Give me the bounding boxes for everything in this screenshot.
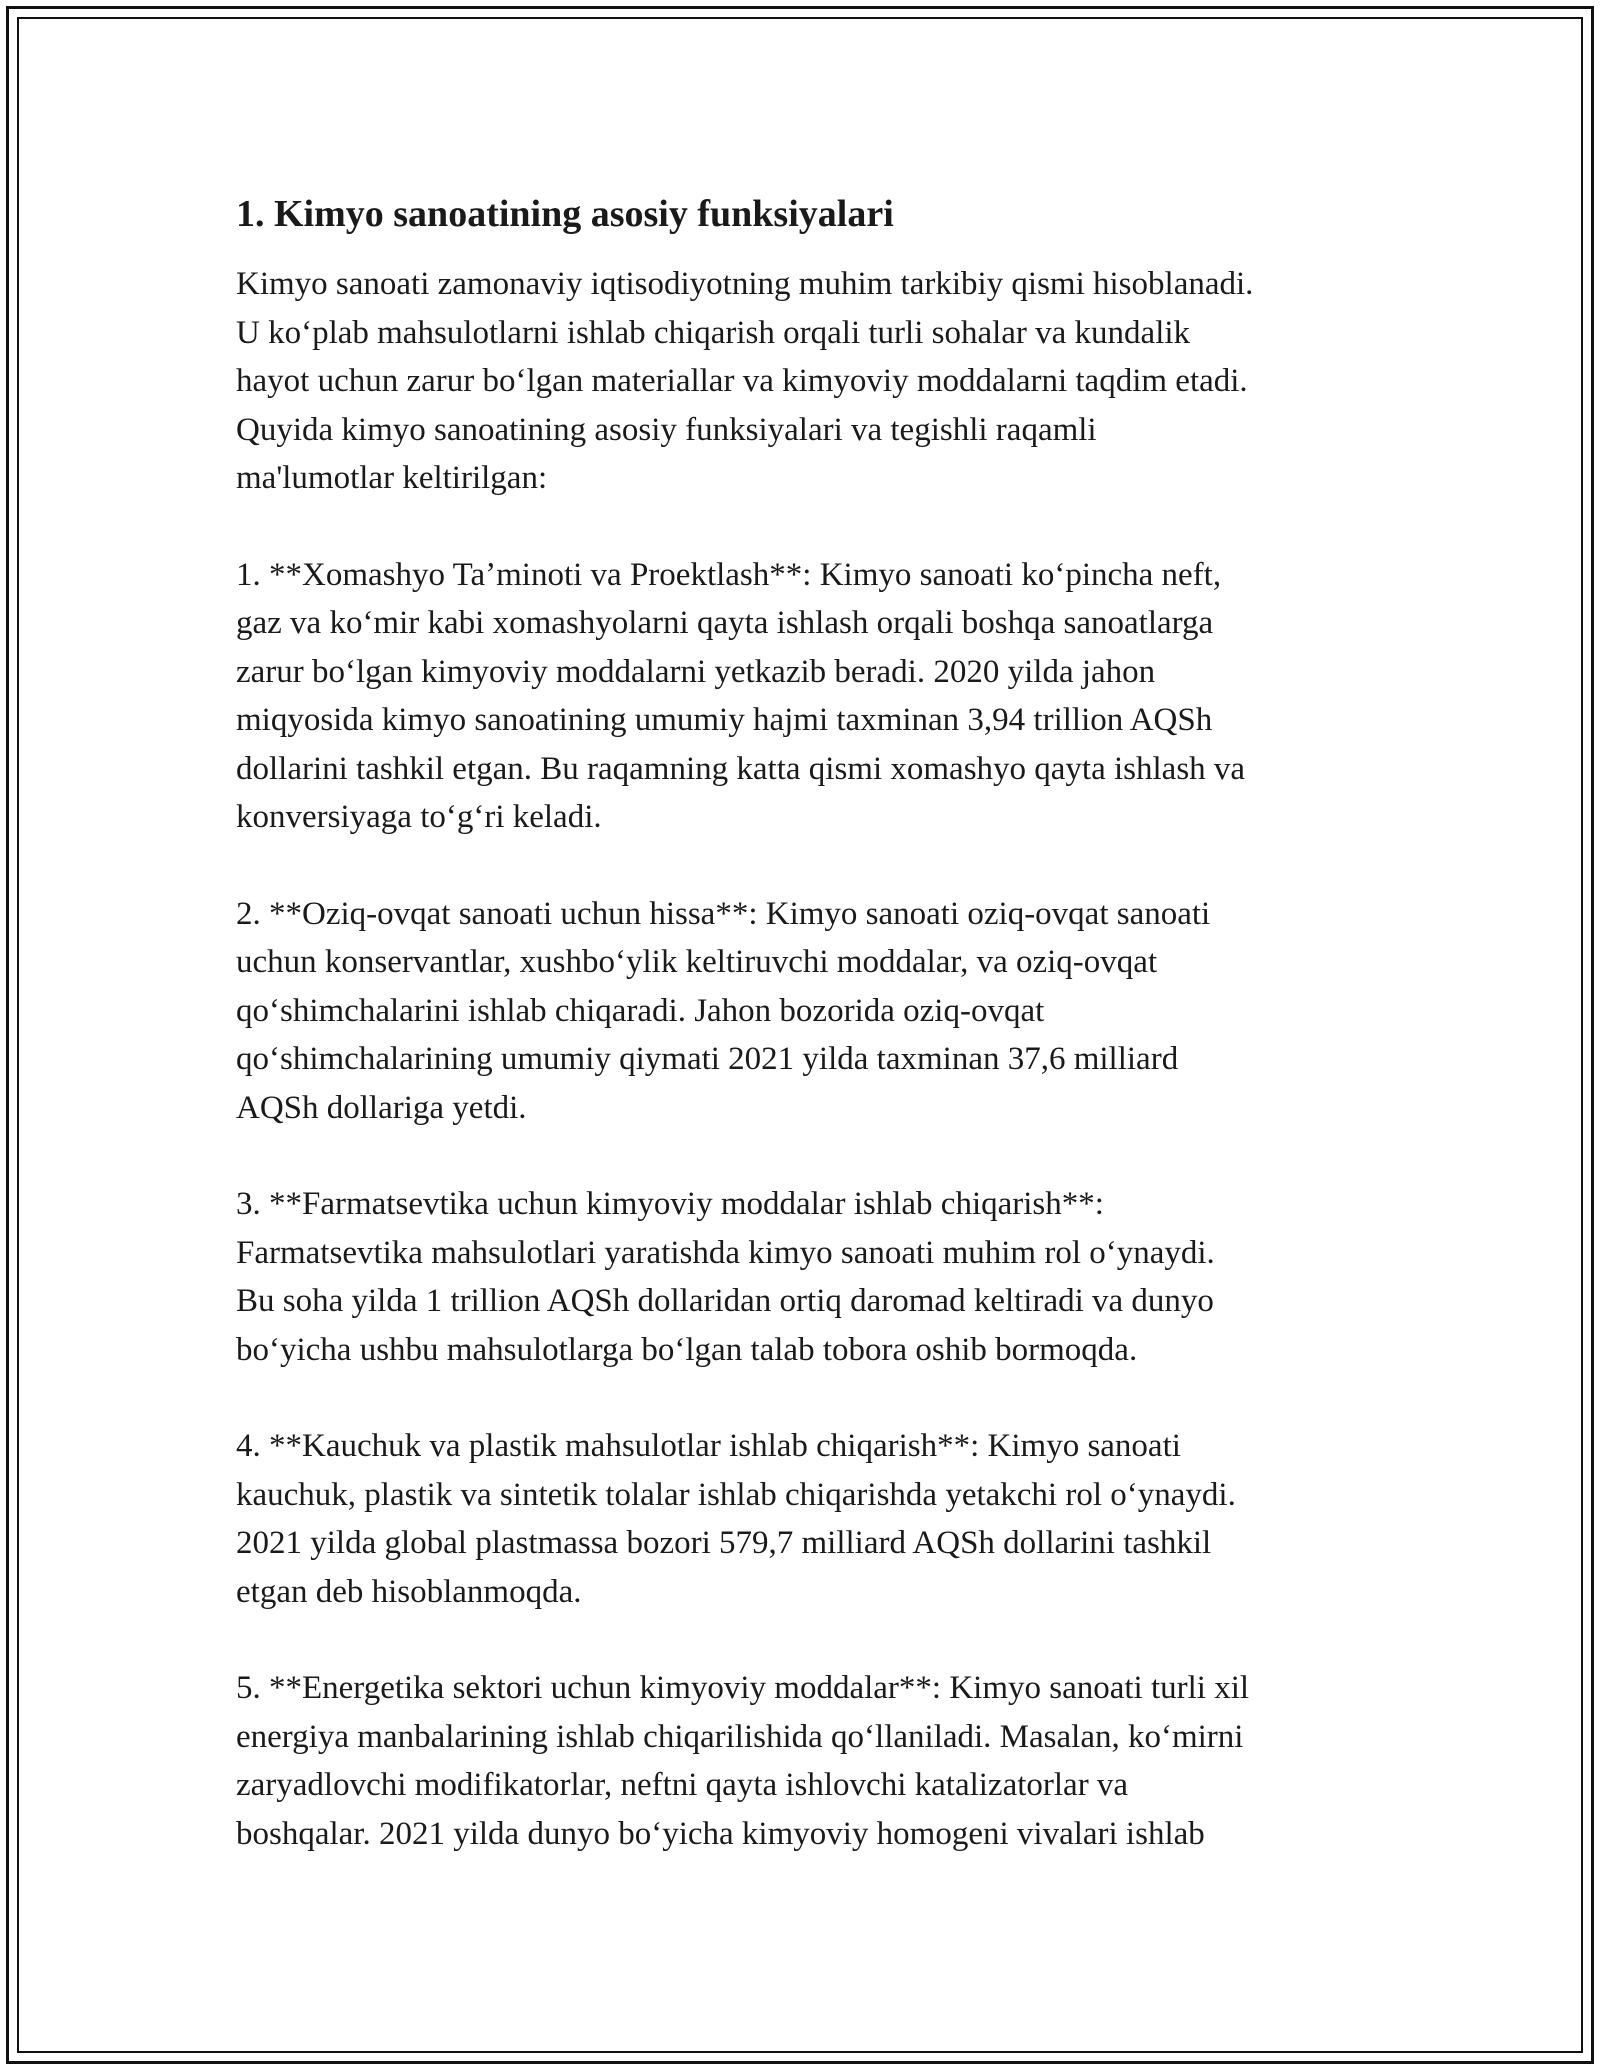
paragraph-line: 1. **Xomashyo Taʼminoti va Proektlash**: Kimyo sanoati koʻpincha neft, [236, 556, 1222, 593]
paragraph-list [236, 260, 1396, 1858]
paragraph [236, 260, 1396, 503]
paragraph-line: zaryadlovchi modifikatorlar, neftni qayta ishlovchi katalizatorlar va [236, 1767, 1129, 1803]
paragraph [236, 890, 1396, 1133]
paragraph-line: 5. **Energetika sektori uchun kimyoviy moddalar**: Kimyo sanoati turli xil [236, 1670, 1250, 1706]
paragraph-line: Farmatsevtika mahsulotlari yaratishda kimyo sanoati muhim rol oʻynaydi. [236, 1234, 1215, 1271]
paragraph-line: konversiyaga toʻgʻri keladi. [236, 799, 602, 835]
paragraph-line: qoʻshimchalarini ishlab chiqaradi. Jahon bozorida oziq-ovqat [236, 992, 1045, 1029]
paragraph-line: gaz va koʻmir kabi xomashyolarni qayta ishlash orqali boshqa sanoatlarga [236, 605, 1214, 641]
paragraph-line: U koʻplab mahsulotlarni ishlab chiqarish orqali turli sohalar va kundalik [236, 314, 1191, 351]
paragraph-line: 3. **Farmatsevtika uchun kimyoviy moddalar ishlab chiqarish**: [236, 1186, 1104, 1222]
paragraph [236, 1422, 1396, 1616]
paragraph-line: hayot uchun zarur boʻlgan materiallar va kimyoviy moddalarni taqdim etadi. [236, 363, 1248, 399]
paragraph-line: energiya manbalarining ishlab chiqarilishida qoʻllaniladi. Masalan, koʻmirni [236, 1718, 1244, 1755]
paragraph-line: ma'lumotlar keltirilgan: [236, 460, 548, 496]
paragraph-line: Kimyo sanoati zamonaviy iqtisodiyotning muhim tarkibiy qismi hisoblanadi. [236, 266, 1254, 302]
paragraph-line: 2. **Oziq-ovqat sanoati uchun hissa**: Kimyo sanoati oziq-ovqat sanoati [236, 895, 1211, 932]
paragraph-line: 4. **Kauchuk va plastik mahsulotlar ishlab chiqarish**: Kimyo sanoati [236, 1428, 1181, 1464]
document-body [236, 186, 1396, 1906]
paragraph-line: boshqalar. 2021 yilda dunyo boʻyicha kimyoviy homogeni vivalari ishlab [236, 1815, 1205, 1852]
paragraph-line: zarur boʻlgan kimyoviy moddalarni yetkazib beradi. 2020 yilda jahon [236, 653, 1156, 690]
paragraph [236, 1180, 1396, 1374]
paragraph-line: uchun konservantlar, xushboʻylik keltiruvchi moddalar, va oziq-ovqat [236, 944, 1158, 980]
section-heading: 1. Kimyo sanoatining asosiy funksiyalari [236, 193, 894, 235]
paragraph-line: AQSh dollariga yetdi. [236, 1089, 527, 1126]
paragraph-line: dollarini tashkil etgan. Bu raqamning katta qismi xomashyo qayta ishlash va [236, 750, 1246, 787]
paragraph-line: etgan deb hisoblanmoqda. [236, 1573, 582, 1610]
paragraph-line: qoʻshimchalarining umumiy qiymati 2021 yilda taxminan 37,6 milliard [236, 1041, 1179, 1077]
paragraph [236, 551, 1396, 842]
paragraph-line: kauchuk, plastik va sintetik tolalar ishlab chiqarishda yetakchi rol oʻynaydi. [236, 1476, 1236, 1513]
paragraph-line: Quyida kimyo sanoatining asosiy funksiyalari va tegishli raqamli [236, 411, 1097, 448]
paragraph-line: miqyosida kimyo sanoatining umumiy hajmi taxminan 3,94 trillion AQSh [236, 702, 1213, 738]
paragraph [236, 1664, 1396, 1858]
paragraph-line: boʻyicha ushbu mahsulotlarga boʻlgan talab tobora oshib bormoqda. [236, 1331, 1138, 1368]
paragraph-line: Bu soha yilda 1 trillion AQSh dollaridan ortiq daromad keltiradi va dunyo [236, 1283, 1214, 1319]
paragraph-line: 2021 yilda global plastmassa bozori 579,7 milliard AQSh dollarini tashkil [236, 1525, 1212, 1561]
